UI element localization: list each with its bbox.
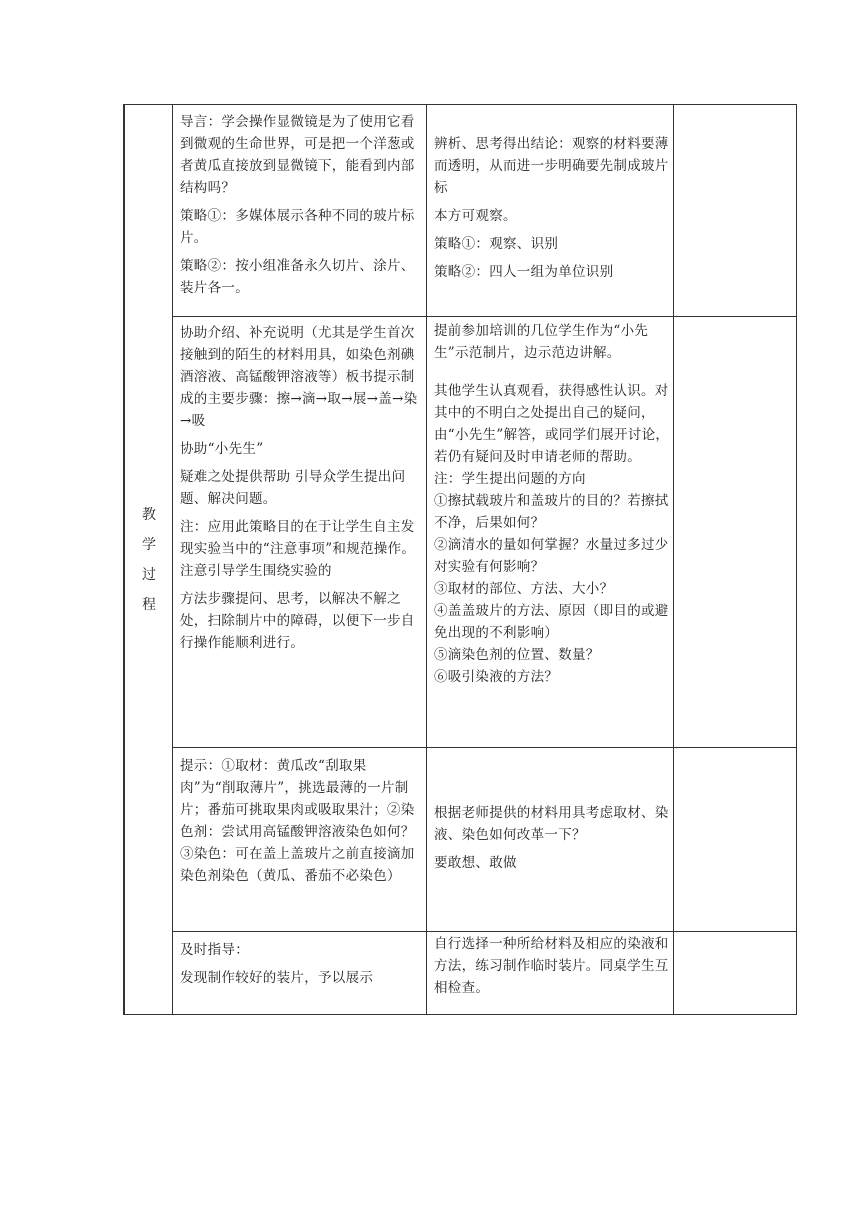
student-text: ④盖盖玻片的方法、原因（即目的或避免出现的不利影响） — [434, 603, 669, 641]
student-text: ⑥吸引染液的方法？ — [434, 669, 559, 685]
student-text: 其他学生认真观看，获得感性认识。对其中的不明白之处提出自己的疑问，由“小先生”解答，或同学们展开讨论，若仍有疑问及时申请老师的帮助。 — [434, 383, 670, 465]
student-text: 根据老师提供的材料用具考虑取材、染液、染色如何改革一下？ — [434, 805, 669, 843]
column-divider — [426, 105, 427, 1014]
student-text: ⑤滴染色剂的位置、数量？ — [434, 647, 600, 663]
teacher-text: 方法步骤提问、思考，以解决不解之处，扫除制片中的障碍，以便下一步自行操作能顺利进行。 — [180, 591, 415, 651]
teacher-text: 导言：学会操作显微镜是为了使用它看到微观的生命世界，可是把一个洋葱或者黄瓜直接放到显微镜下，能看到内部结构吗？ — [180, 114, 415, 196]
student-text: ②滴清水的量如何掌握？水量过多过少对实验有何影响？ — [434, 537, 669, 575]
section-label-char: 教 — [142, 506, 156, 523]
student-cell-row-3 — [434, 802, 672, 880]
student-text: ①擦拭载玻片和盖玻片的目的？若擦拭不净，后果如何？ — [434, 493, 669, 531]
section-label-char: 程 — [142, 596, 156, 613]
student-text: 自行选择一种所给材料及相应的染液和方法，练习制作临时装片。同桌学生互相检查。 — [434, 936, 669, 996]
student-text: 策略①：观察、识别 — [434, 236, 559, 252]
row-divider — [172, 747, 796, 748]
teacher-cell-row-3 — [180, 755, 421, 887]
student-cell-row-4 — [434, 933, 672, 999]
teacher-text: 及时指导： — [180, 942, 249, 958]
teacher-text: 协助介绍、补充说明（尤其是学生首次接触到的陌生的材料用具，如染色剂碘酒溶液、高锰酸钾溶液等）板书提示制成的主要步骤：擦→滴→取→展→盖→染→吸 — [180, 325, 418, 429]
teacher-cell-row-2 — [180, 322, 421, 660]
teacher-text: 发现制作较好的装片，予以展示 — [180, 970, 374, 986]
teacher-text: 策略②：按小组准备永久切片、涂片、装片各一。 — [180, 258, 415, 296]
student-cell-row-1 — [434, 133, 672, 289]
teacher-text: 提示：①取材：黄瓜改“刮取果肉”为“削取薄片”，挑选最薄的一片制片；番茄可挑取果肉或吸取果汁；②染色剂：尝试用高锰酸钾溶液染色如何？③染色：可在盖上盖玻片之前直接滴加染色剂染色（黄瓜、番茄不必染色） — [180, 758, 415, 884]
student-text: 注：学生提出问题的方向 — [434, 471, 586, 487]
row-divider — [172, 931, 796, 932]
row-divider — [172, 316, 796, 317]
student-text: 本方可观察。 — [434, 208, 517, 224]
column-divider — [673, 105, 674, 1014]
teacher-cell-row-4 — [180, 939, 421, 995]
teacher-text: 注：应用此策略目的在于让学生自主发现实验当中的“注意事项”和规范操作。 注意引导学生围绕实验的 — [180, 519, 416, 579]
student-cell-row-2 — [434, 320, 672, 688]
teacher-cell-row-1 — [180, 111, 421, 305]
section-label-char: 学 — [142, 536, 156, 553]
student-text: 提前参加培训的几位学生作为“小先生”示范制片，边示范边讲解。 — [434, 323, 649, 361]
student-text: 策略②：四人一组为单位识别 — [434, 264, 614, 280]
teacher-text: 策略①：多媒体展示各种不同的玻片标片。 — [180, 208, 415, 246]
lesson-table — [123, 104, 797, 1015]
student-text: 辨析、思考得出结论：观察的材料要薄而透明，从而进一步明确要先制成玻片标 — [434, 136, 669, 196]
teacher-text: 疑难之处提供帮助 引导众学生提出问题、解决问题。 — [180, 469, 406, 507]
student-text: ③取材的部位、方法、大小？ — [434, 581, 614, 597]
section-label-char: 过 — [142, 566, 156, 583]
student-text: 要敢想、敢做 — [434, 855, 517, 871]
section-label — [125, 105, 173, 1014]
teacher-text: 协助“小先生” — [180, 441, 264, 457]
